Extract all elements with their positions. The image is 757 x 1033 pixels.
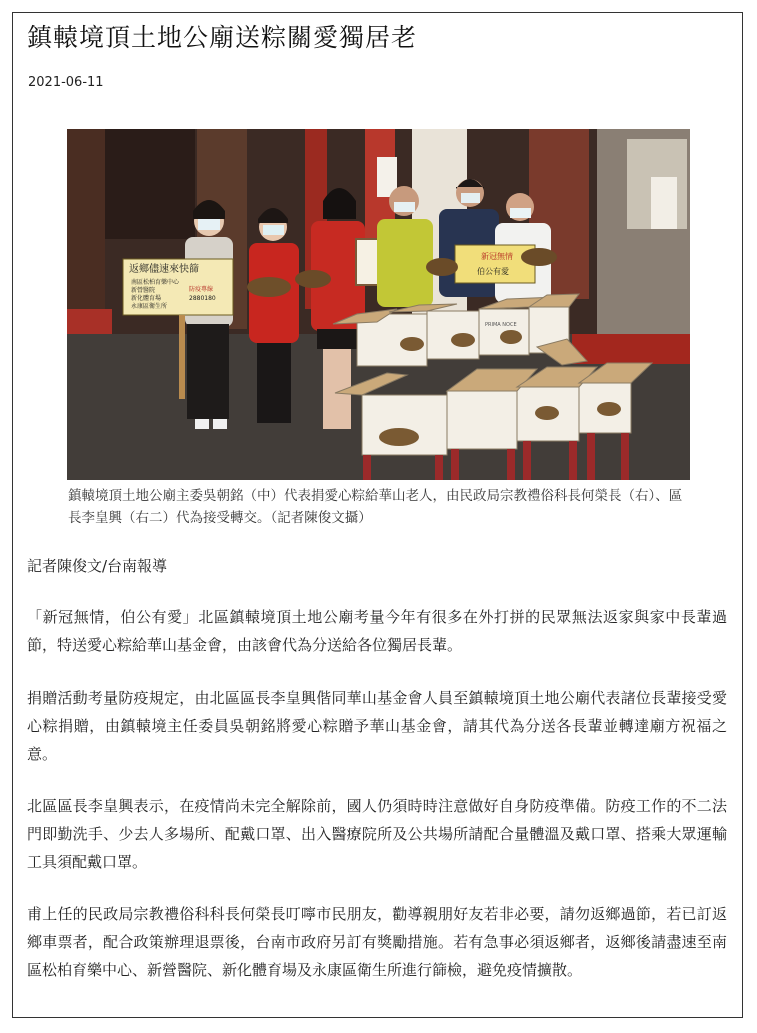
photo-caption: 鎮轅境頂土地公廟主委吳朝銘（中）代表捐愛心粽給華山老人，由民政局宗教禮俗科長何榮長（右）、區長李皇興（右二）代為接受轉交。（記者陳俊文攝） [68, 488, 683, 526]
article-paragraph: 捐贈活動考量防疫規定，由北區區長李皇興偕同華山基金會人員至鎮轅境頂土地公廟代表諸位長輩接受愛心粽捐贈，由鎮轅境主任委員吳朝銘將愛心粽贈予華山基金會，請其代為分送各長輩並轉達廟方祝福之意。 [27, 689, 727, 763]
article-paragraph: 「新冠無情，伯公有愛」北區鎮轅境頂土地公廟考量今年有很多在外打拼的民眾無法返家與家中長輩過節，特送愛心粽給華山基金會，由該會代為分送給各位獨居長輩。 [27, 608, 727, 654]
photo-sign-left-line: 新化體育場 [131, 295, 162, 302]
photo-sign-left-line: 南區松柏育樂中心 [131, 279, 180, 286]
article-paragraph: 甫上任的民政局宗教禮俗科科長何榮長叮嚀市民朋友，勸導親朋好友若非必要，請勿返鄉過節，若已訂返鄉車票者，配合政策辦理退票後，台南市政府另訂有獎勵措施。若有急事必須返鄉者，返鄉後請盡速至南區松柏育樂中心、新營醫院、新化體育場及永康區衛生所進行篩檢，避免疫情擴散。 [27, 905, 727, 979]
photo-sign-left-line: 新營醫院 [131, 287, 156, 294]
photo-sign-left-tag: 防疫專線 [189, 286, 214, 293]
photo-sign-left-line: 永康區衛生所 [131, 303, 168, 310]
photo-box-label: PRIMA NOCE [485, 322, 517, 328]
article-date: 2021-06-11 [28, 75, 104, 90]
article-byline: 記者陳俊文/台南報導 [27, 557, 168, 575]
photo-sign-left-title: 返鄉儘速來快篩 [129, 264, 199, 275]
photo-sign-right-line2: 伯公有愛 [477, 267, 509, 276]
photo-sign-left-phone: 2880180 [189, 295, 216, 302]
article-title: 鎮轅境頂土地公廟送粽關愛獨居老 [27, 23, 418, 52]
article-paragraph: 北區區長李皇興表示，在疫情尚未完全解除前，國人仍須時時注意做好自身防疫準備。防疫工作的不二法門即勤洗手、少去人多場所、配戴口罩、出入醫療院所及公共場所請配合量體溫及戴口罩、搭乘大眾運輸工具須配戴口罩。 [27, 797, 727, 871]
article-photo [67, 129, 690, 480]
photo-sign-right-line1: 新冠無情 [481, 252, 513, 261]
